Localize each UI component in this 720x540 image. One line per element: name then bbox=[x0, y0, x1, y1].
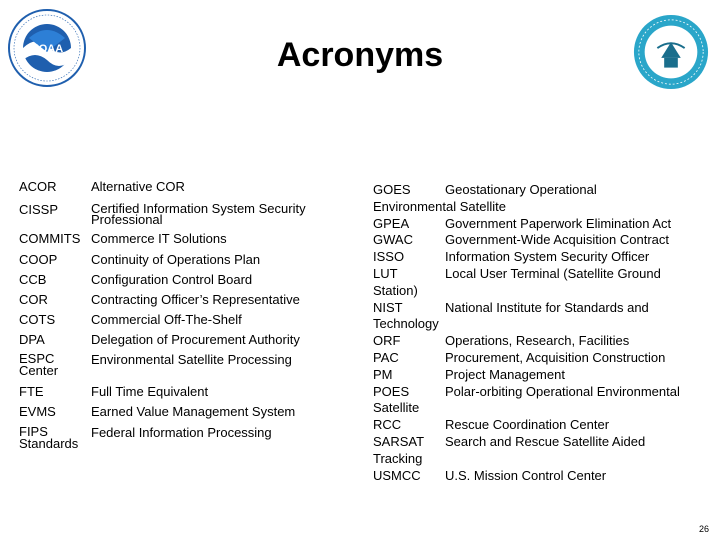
acronym-row bbox=[373, 417, 703, 434]
acronym-row bbox=[19, 293, 349, 313]
acronym-abbr: CISSP bbox=[19, 202, 59, 217]
acronym-desc: Earned Value Management System bbox=[91, 404, 296, 419]
acronym-desc: Commercial Off-The-Shelf bbox=[91, 312, 242, 327]
acronym-desc: Operations, Research, Facilities bbox=[445, 333, 630, 349]
acronym-desc: Commerce IT Solutions bbox=[91, 231, 227, 246]
acronym-desc: Full Time Equivalent bbox=[91, 384, 209, 399]
acronym-abbr: COMMITS bbox=[19, 231, 81, 246]
acronym-abbr: ISSO bbox=[373, 249, 405, 265]
acronym-desc: Government-Wide Acquisition Contract bbox=[445, 232, 669, 248]
acronym-row bbox=[19, 232, 349, 253]
acronym-desc: Configuration Control Board bbox=[91, 272, 253, 287]
acronym-abbr: COOP bbox=[19, 252, 58, 267]
acronym-abbr: FTE bbox=[19, 384, 44, 399]
acronym-desc: Geostationary Operational bbox=[445, 182, 597, 197]
acronym-abbr: ACOR bbox=[19, 179, 57, 194]
acronym-abbr: COR bbox=[19, 292, 48, 307]
acronym-desc: Project Management bbox=[445, 366, 565, 382]
acronym-abbr: POES bbox=[373, 383, 410, 399]
acronym-abbr: GOES bbox=[373, 182, 411, 197]
acronym-desc: Government Paperwork Elimination Act bbox=[445, 215, 672, 231]
right-acronym-list bbox=[373, 182, 703, 484]
acronym-desc: Procurement, Acquisition Construction bbox=[445, 349, 666, 365]
acronym-row bbox=[19, 425, 349, 455]
acronym-row bbox=[19, 180, 349, 200]
acronym-row bbox=[373, 468, 703, 485]
acronym-abbr: GWAC bbox=[373, 232, 413, 248]
acronym-row bbox=[373, 333, 703, 350]
acronym-row bbox=[19, 200, 349, 232]
acronym-abbr: PM bbox=[373, 366, 393, 382]
acronym-desc: U.S. Mission Control Center bbox=[445, 467, 607, 483]
acronym-abbr: ESPC Center bbox=[19, 351, 59, 378]
acronym-desc: Environmental Satellite Processing bbox=[91, 352, 292, 367]
acronym-row bbox=[373, 384, 703, 401]
acronym-desc: Information System Security Officer bbox=[445, 249, 650, 265]
acronym-desc: Certified Information System Security Professional bbox=[91, 201, 306, 227]
acronym-desc: Continuity of Operations Plan bbox=[91, 252, 261, 267]
acronym-abbr: SARSAT bbox=[373, 433, 425, 449]
acronym-row bbox=[373, 434, 703, 451]
acronym-abbr: EVMS bbox=[19, 404, 56, 419]
acronym-desc: Contracting Officer’s Representative bbox=[91, 292, 300, 307]
acronym-desc: National Institute for Standards and bbox=[445, 299, 649, 315]
acronym-row bbox=[373, 266, 703, 283]
acronym-row bbox=[19, 313, 349, 333]
acronym-abbr: CCB bbox=[19, 272, 47, 287]
acronym-abbr: NIST bbox=[373, 299, 403, 315]
acronym-desc: Local User Terminal (Satellite Ground bbox=[445, 265, 661, 281]
acronym-continuation: Tracking bbox=[373, 450, 423, 466]
acronym-abbr: DPA bbox=[19, 332, 45, 347]
acronym-continuation: Satellite bbox=[373, 400, 420, 416]
acronym-desc: Delegation of Procurement Authority bbox=[91, 332, 300, 347]
acronym-desc: Alternative COR bbox=[91, 179, 185, 194]
acronym-row bbox=[373, 216, 703, 233]
acronym-desc: Polar-orbiting Operational Environmental bbox=[445, 383, 680, 399]
slide-title: Acronyms bbox=[276, 36, 444, 74]
acronym-row bbox=[19, 353, 349, 385]
noaa-logo-text: NOAA bbox=[30, 43, 64, 55]
acronym-row bbox=[19, 333, 349, 353]
acronym-row bbox=[19, 273, 349, 293]
acronym-abbr: RCC bbox=[373, 417, 402, 433]
acronym-desc: Search and Rescue Satellite Aided bbox=[445, 433, 646, 449]
page-number: 26 bbox=[699, 524, 710, 534]
acronym-continuation: Technology bbox=[373, 316, 439, 332]
acronym-row bbox=[19, 253, 349, 273]
acronym-abbr: USMCC bbox=[373, 467, 421, 483]
acronym-desc: Federal Information Processing bbox=[91, 425, 272, 440]
acronym-abbr: LUT bbox=[373, 265, 398, 281]
acronym-desc: Rescue Coordination Center bbox=[445, 417, 610, 433]
acronym-row bbox=[373, 182, 703, 199]
acronym-row bbox=[19, 405, 349, 425]
acronym-continuation: Station) bbox=[373, 282, 418, 298]
acronym-abbr: FIPS Standards bbox=[19, 424, 79, 451]
left-acronym-list bbox=[19, 180, 349, 455]
acronym-abbr: COTS bbox=[19, 312, 56, 327]
acronym-abbr: GPEA bbox=[373, 215, 410, 231]
acronym-row bbox=[373, 249, 703, 266]
acronym-continuation: Environmental Satellite bbox=[373, 198, 506, 214]
acronym-row bbox=[19, 385, 349, 405]
acronym-row bbox=[373, 367, 703, 384]
acronym-row bbox=[373, 232, 703, 249]
acronym-row bbox=[373, 350, 703, 367]
acronym-abbr: ORF bbox=[373, 333, 401, 349]
acronym-abbr: PAC bbox=[373, 349, 399, 365]
acronym-row bbox=[373, 300, 703, 317]
